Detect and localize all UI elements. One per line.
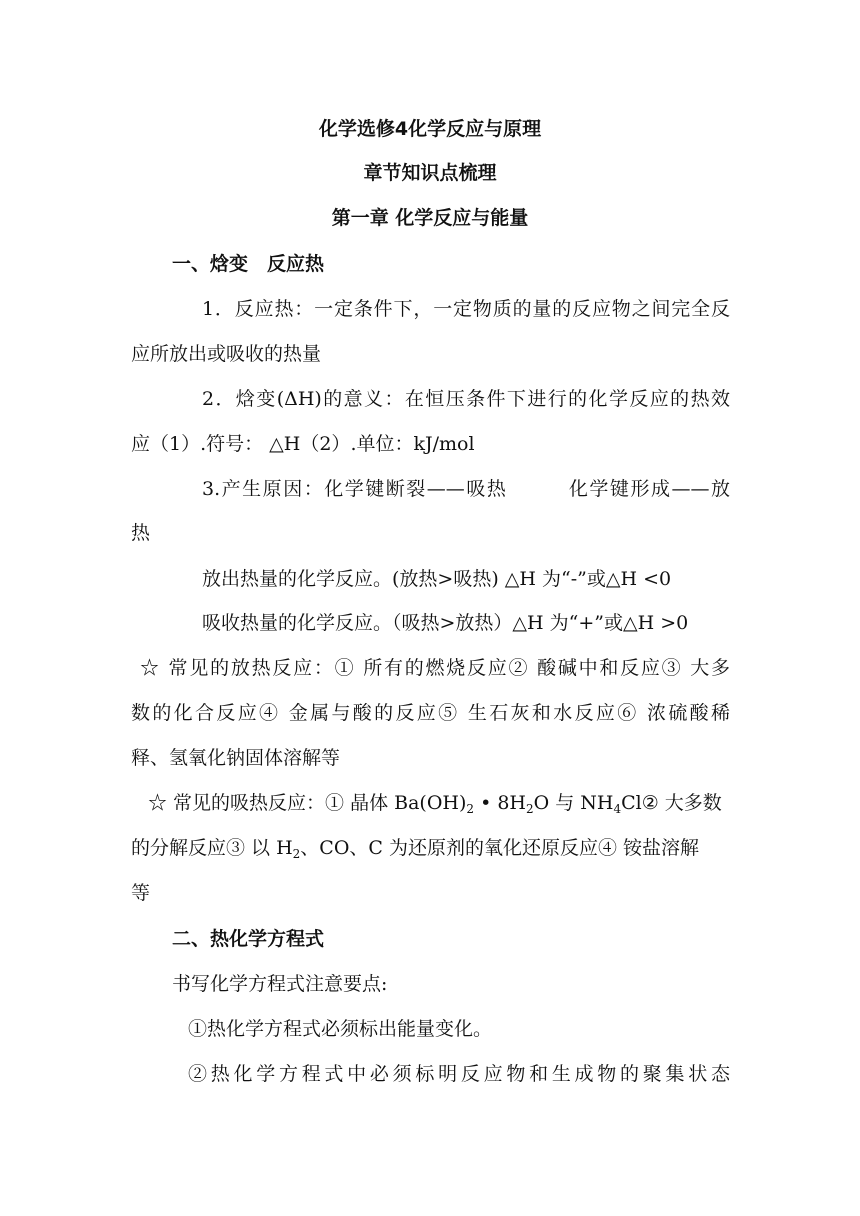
paragraph-line: 1．反应热：一定条件下，一定物质的量的反应物之间完全反 bbox=[202, 298, 730, 320]
exothermic-line: 放出热量的化学反应。(放热>吸热) △H 为“-”或△H <0 bbox=[202, 568, 672, 590]
endothermic-line: 吸收热量的化学反应。（吸热>放热）△H 为“+”或△H >0 bbox=[202, 612, 689, 634]
document-title: 化学选修4化学反应与原理 bbox=[318, 118, 542, 140]
point-1: ①热化学方程式必须标出能量变化。 bbox=[188, 1018, 493, 1040]
endothermic-examples-line: 等 bbox=[131, 882, 151, 904]
section2-heading: 二、热化学方程式 bbox=[172, 928, 325, 950]
paragraph-line: 2．焓变(ΔH)的意义：在恒压条件下进行的化学反应的热效 bbox=[202, 388, 730, 410]
paragraph-line: 3.产生原因：化学键断裂——吸热 化学键形成——放 bbox=[202, 478, 730, 500]
document-subtitle: 章节知识点梳理 bbox=[363, 162, 497, 184]
point-2: ②热化学方程式中必须标明反应物和生成物的聚集状态 bbox=[188, 1063, 730, 1085]
paragraph-line: 应（1）.符号： △H（2）.单位：kJ/mol bbox=[131, 433, 475, 455]
exothermic-examples-line: 释、氢氧化钠固体溶解等 bbox=[131, 747, 341, 769]
paragraph-line: 热 bbox=[131, 522, 151, 544]
section2-intro: 书写化学方程式注意要点: bbox=[172, 973, 388, 995]
exothermic-examples-line: ☆ 常见的放热反应：① 所有的燃烧反应② 酸碱中和反应③ 大多 bbox=[140, 657, 730, 679]
paragraph-line: 应所放出或吸收的热量 bbox=[131, 343, 322, 365]
endothermic-examples-line: 的分解反应③ 以 $H_2$、CO、C 为还原剂的氧化还原反应④ 铵盐溶解 bbox=[131, 837, 700, 861]
chapter-heading: 第一章 化学反应与能量 bbox=[331, 207, 529, 229]
section1-heading: 一、焓变 反应热 bbox=[172, 253, 325, 275]
endothermic-examples-line: ☆ 常见的吸热反应：① 晶体 $Ba(OH)_2$ • $8H_2O$ 与 $NH_4Cl②$ 大多数 bbox=[148, 792, 722, 816]
exothermic-examples-line: 数的化合反应④ 金属与酸的反应⑤ 生石灰和水反应⑥ 浓硫酸稀 bbox=[131, 702, 730, 724]
